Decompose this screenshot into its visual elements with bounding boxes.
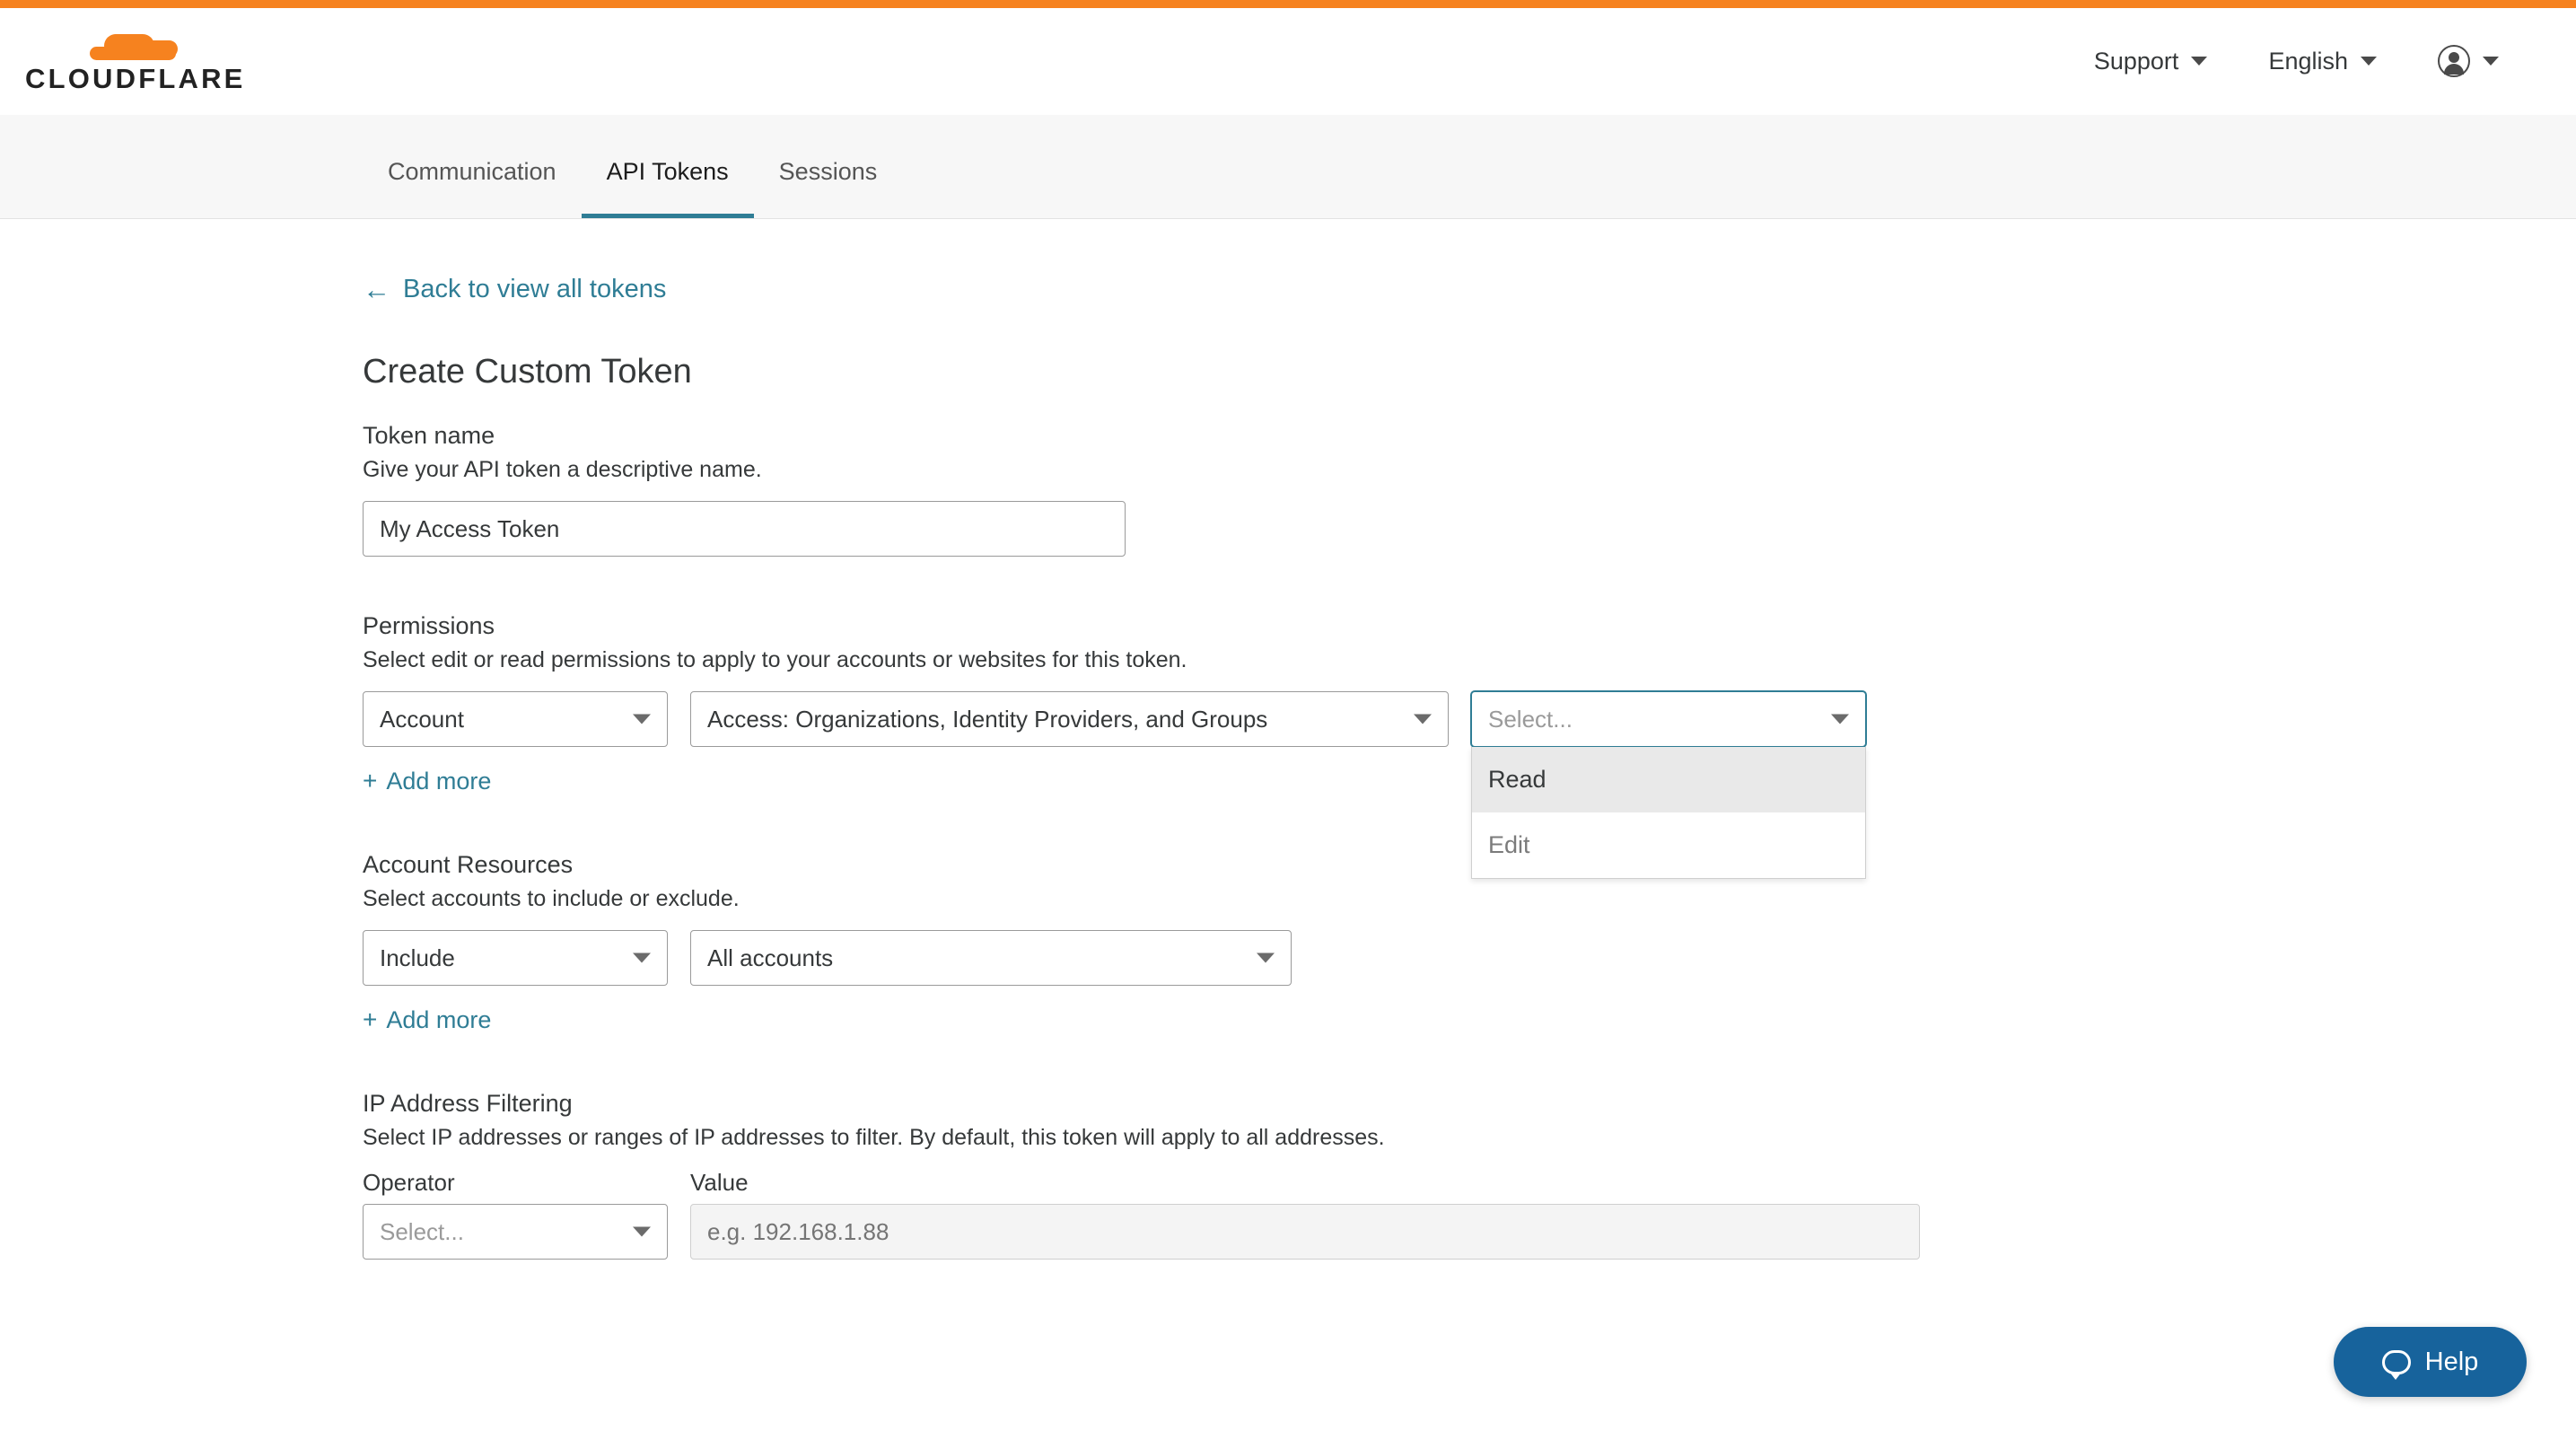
permission-resource-value: Access: Organizations, Identity Providers, and Groups [707, 705, 1268, 733]
logo-wordmark: CLOUDFLARE [25, 63, 246, 94]
tab-sessions[interactable] [754, 129, 903, 218]
ip-value-input[interactable] [690, 1204, 1920, 1260]
arrow-left-icon: ← [363, 274, 390, 305]
tab-label: Sessions [778, 157, 878, 185]
permission-level-select[interactable] [1471, 691, 1866, 747]
account-menu[interactable] [2407, 45, 2529, 77]
tab-api-tokens[interactable] [582, 129, 754, 218]
support-menu[interactable] [2063, 48, 2239, 75]
section-tabs [0, 115, 2576, 219]
tab-label: API Tokens [606, 157, 729, 185]
ip-filtering-section [363, 1090, 2576, 1260]
account-resources-description: Select accounts to include or exclude. [363, 886, 740, 911]
ip-operator-label: Operator [363, 1169, 455, 1196]
dropdown-option-read[interactable] [1472, 747, 1865, 812]
main-content [0, 219, 2576, 1260]
chevron-down-icon [2191, 57, 2207, 66]
dropdown-option-label: Edit [1488, 831, 1530, 858]
account-resource-target-select[interactable] [690, 930, 1292, 986]
token-name-description: Give your API token a descriptive name. [363, 457, 762, 482]
chevron-down-icon [633, 715, 651, 724]
page-title: Create Custom Token [363, 353, 692, 391]
account-resources-row [363, 930, 2576, 986]
permissions-add-more-button[interactable] [363, 767, 491, 795]
account-resources-add-more-button[interactable] [363, 1005, 491, 1034]
account-resource-target-value: All accounts [707, 944, 834, 971]
header-actions [2063, 45, 2529, 77]
support-label: Support [2093, 47, 2179, 75]
permissions-label: Permissions [363, 612, 495, 639]
dropdown-option-label: Read [1488, 766, 1546, 793]
token-name-input[interactable] [363, 501, 1126, 557]
permission-scope-value: Account [380, 705, 464, 733]
permission-scope-select[interactable] [363, 691, 668, 747]
ip-filtering-label: IP Address Filtering [363, 1090, 573, 1117]
token-name-label: Token name [363, 422, 495, 449]
site-header [0, 8, 2576, 115]
chevron-down-icon [1257, 953, 1275, 963]
ip-operator-select[interactable] [363, 1204, 668, 1260]
chevron-down-icon [1414, 715, 1432, 724]
permissions-description: Select edit or read permissions to apply to your accounts or websites for this token. [363, 647, 1187, 672]
permissions-section [363, 612, 2576, 858]
chevron-down-icon [2361, 57, 2377, 66]
ip-operator-value: Select... [380, 1217, 464, 1245]
plus-icon: + [363, 767, 378, 795]
cloudflare-cloud-icon [88, 32, 187, 61]
permission-level-wrapper [1471, 691, 1866, 858]
chevron-down-icon [2483, 57, 2499, 66]
add-more-label: Add more [386, 767, 492, 795]
top-accent-bar [0, 0, 2576, 8]
tab-label: Communication [388, 157, 556, 185]
permission-resource-select[interactable] [690, 691, 1449, 747]
user-circle-icon [2438, 45, 2470, 77]
permission-level-value: Select... [1488, 705, 1573, 733]
back-link-label: Back to view all tokens [403, 275, 667, 303]
account-resources-section [363, 851, 2576, 1034]
plus-icon: + [363, 1005, 378, 1033]
chevron-down-icon [1831, 715, 1849, 724]
account-resources-label: Account Resources [363, 851, 574, 878]
chevron-down-icon [633, 1227, 651, 1237]
ip-filtering-description: Select IP addresses or ranges of IP addresses to filter. By default, this token will apply to all addresses. [363, 1125, 1385, 1150]
chevron-down-icon [633, 953, 651, 963]
help-button[interactable] [2334, 1327, 2527, 1397]
add-more-label: Add more [386, 1005, 492, 1033]
language-label: English [2268, 47, 2348, 75]
chat-bubble-icon [2382, 1350, 2411, 1374]
language-menu[interactable] [2238, 48, 2407, 75]
back-to-tokens-link[interactable] [363, 275, 2576, 304]
help-label: Help [2424, 1347, 2479, 1376]
ip-value-label: Value [690, 1169, 749, 1196]
ip-filtering-column-labels [363, 1169, 2576, 1197]
account-resource-operator-select[interactable] [363, 930, 668, 986]
account-resource-operator-value: Include [380, 944, 455, 971]
tab-communication[interactable] [363, 129, 582, 218]
ip-filtering-row [363, 1204, 2576, 1260]
token-name-section [363, 422, 2576, 557]
dropdown-option-edit[interactable] [1472, 812, 1865, 878]
permission-level-dropdown [1471, 747, 1866, 879]
cloudflare-logo[interactable] [25, 32, 246, 95]
